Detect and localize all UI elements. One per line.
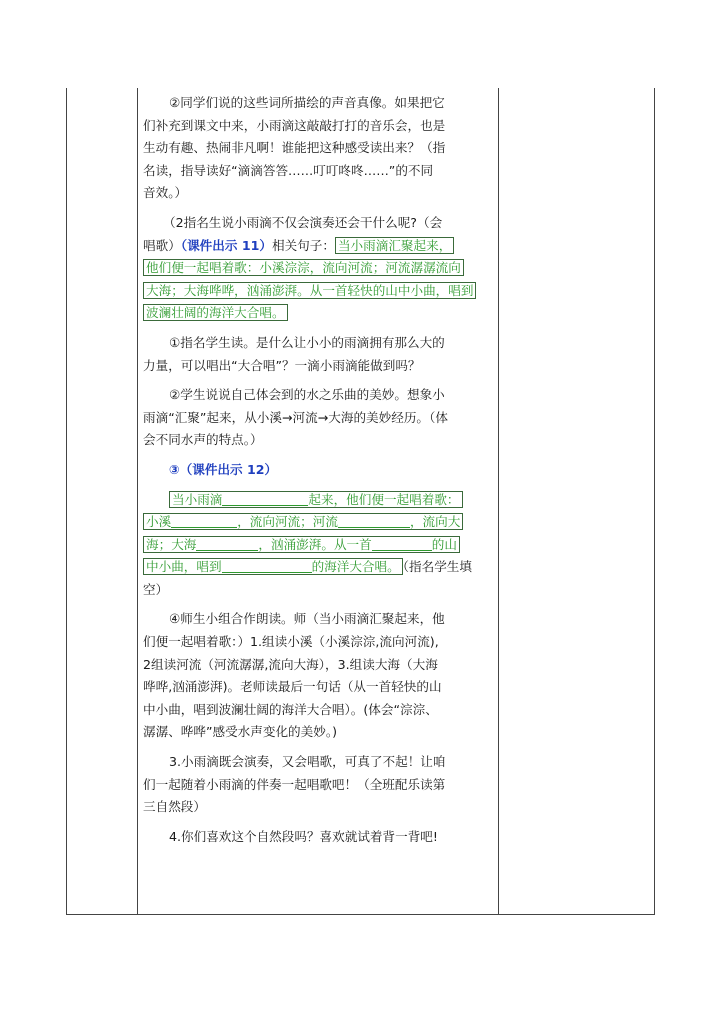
fill-in-exercise: 当小雨滴 起来，他们便一起唱着歌： 小溪 ，流向河流；河流 ，流向大 海；大海 ，汹涌澎湃。从一首 的山 中小曲，唱到 的海洋大合唱。 （指名学生填 空） (143, 491, 472, 597)
blank (338, 513, 410, 528)
paragraph-9: 4.你们喜欢这个自然段吗？喜欢就试着背一背吧! (169, 828, 438, 844)
blank (372, 536, 432, 551)
lesson-content (143, 92, 495, 848)
highlight-sentence: 当小雨滴汇聚起来， (335, 237, 454, 254)
table-border-left (66, 88, 67, 915)
paragraph-7: ④师生小组合作朗读。师（当小雨滴汇聚起来，他 们便一起唱着歌：）1.组读小溪（小溪淙淙,流向河流), 2组读河流（河流潺潺,流向大海），3.组读大海（大海 哗哗,汹涌澎湃)。老师读最后一句话（从一首轻快的山 中小曲，唱到波澜壮阔的海洋大合唱）。(体会“淙淙、 潺潺、哗哗”感受水声变化的美妙。) (143, 611, 445, 740)
courseware-label: （课件出示 11） (180, 237, 272, 253)
table-border-col1 (137, 88, 138, 915)
blank (171, 513, 237, 528)
blank (222, 491, 308, 506)
table-border-col2 (498, 88, 499, 915)
paragraph-1: ②同学们说的这些词所描绘的声音真像。如果把它 们补充到课文中来，小雨滴这敲敲打打的音乐会，也是 生动有趣、热闹非凡啊！谁能把这种感受读出来？（指 名读，指导读好“滴滴答答……叮叮咚咚……”的不同 音效。） (143, 95, 446, 201)
paragraph-3: ①指名学生读。是什么让小小的雨滴拥有那么大的 力量，可以唱出“大合唱”？一滴小雨滴能做到吗？ (143, 334, 445, 373)
blank (222, 558, 312, 573)
paragraph-4: ②学生说说自己体会到的水之乐曲的美妙。想象小 雨滴“汇聚”起来，从小溪→河流→大海的美妙经历。（体 会不同水声的特点。） (143, 387, 448, 448)
paragraph-8: 3.小雨滴既会演奏，又会唱歌，可真了不起！让咱 们一起随着小雨滴的伴奏一起唱歌吧！（全班配乐读第 三自然段） (143, 754, 446, 815)
paragraph-2: （2指名生说小雨滴不仅会演奏还会干什么呢?（会 唱歌）（课件出示 11）相关句子： 当小雨滴汇聚起来， 他们便一起唱着歌：小溪淙淙，流向河流；河流潺潺流向 大海；大海哗哗，汹涌澎湃。从一首轻快的山中小曲，唱到 波澜壮阔的海洋大合唱。 (143, 212, 495, 325)
courseware-12-label: ③（课件出示 12） (169, 461, 278, 477)
blank (196, 536, 258, 551)
table-border-bottom (66, 914, 654, 915)
table-border-right (654, 88, 655, 915)
